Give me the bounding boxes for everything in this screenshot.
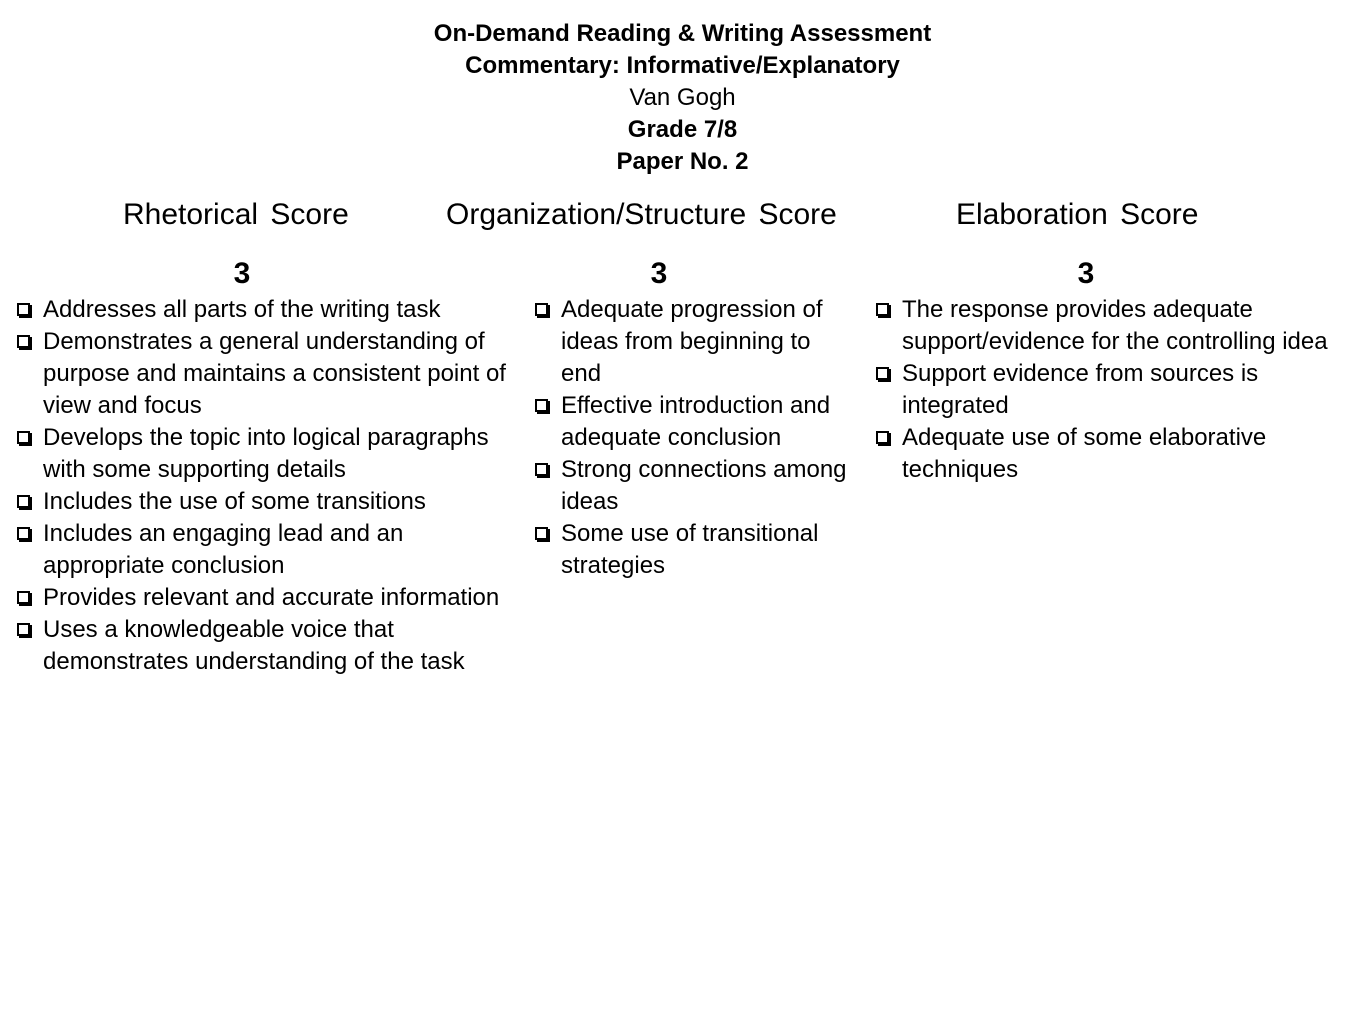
elaboration-column <box>876 254 1336 486</box>
list-item: Adequate use of some elaborative techniques <box>876 422 1336 486</box>
elaboration-score-heading: Elaboration Score <box>956 198 1199 231</box>
organization-criteria-list <box>535 294 850 582</box>
document-header <box>0 18 1365 178</box>
elaboration-criteria-list <box>876 294 1336 486</box>
list-item: Demonstrates a general understanding of purpose and maintains a consistent point of view and focus <box>17 326 515 422</box>
checkbox-icon <box>17 527 30 540</box>
list-item: Uses a knowledgeable voice that demonstrates understanding of the task <box>17 614 515 678</box>
checkbox-icon <box>876 303 889 316</box>
elaboration-score-value: 3 <box>1077 257 1095 290</box>
grade-level: Grade 7/8 <box>627 116 738 143</box>
rhetorical-criteria-list <box>17 294 515 678</box>
paper-number: Paper No. 2 <box>616 148 749 175</box>
list-item: Addresses all parts of the writing task <box>17 294 515 326</box>
checkbox-icon <box>876 367 889 380</box>
checkbox-icon <box>535 463 548 476</box>
score-headings <box>0 198 1365 242</box>
rhetorical-score-value: 3 <box>233 257 251 290</box>
checkbox-icon <box>535 527 548 540</box>
checkbox-icon <box>535 399 548 412</box>
checkbox-icon <box>17 335 30 348</box>
list-item: The response provides adequate support/evidence for the controlling idea <box>876 294 1336 358</box>
list-item: Some use of transitional strategies <box>535 518 850 582</box>
list-item: Develops the topic into logical paragraphs with some supporting details <box>17 422 515 486</box>
organization-column <box>535 254 850 582</box>
rhetorical-column <box>17 254 515 678</box>
prompt-name: Van Gogh <box>629 84 736 111</box>
organization-score-value: 3 <box>650 257 668 290</box>
organization-score-heading: Organization/Structure Score <box>446 198 837 231</box>
list-item: Adequate progression of ideas from beginning to end <box>535 294 850 390</box>
checkbox-icon <box>17 591 30 604</box>
checkbox-icon <box>876 431 889 444</box>
checkbox-icon <box>17 431 30 444</box>
checkbox-icon <box>17 623 30 636</box>
list-item: Support evidence from sources is integrated <box>876 358 1336 422</box>
checkbox-icon <box>535 303 548 316</box>
list-item: Provides relevant and accurate information <box>17 582 515 614</box>
assessment-title: On-Demand Reading & Writing Assessment <box>433 20 932 47</box>
list-item: Effective introduction and adequate conclusion <box>535 390 850 454</box>
list-item: Includes an engaging lead and an appropriate conclusion <box>17 518 515 582</box>
list-item: Includes the use of some transitions <box>17 486 515 518</box>
checkbox-icon <box>17 303 30 316</box>
list-item: Strong connections among ideas <box>535 454 850 518</box>
commentary-type: Commentary: Informative/Explanatory <box>465 52 900 79</box>
rhetorical-score-heading: Rhetorical Score <box>123 198 349 231</box>
checkbox-icon <box>17 495 30 508</box>
